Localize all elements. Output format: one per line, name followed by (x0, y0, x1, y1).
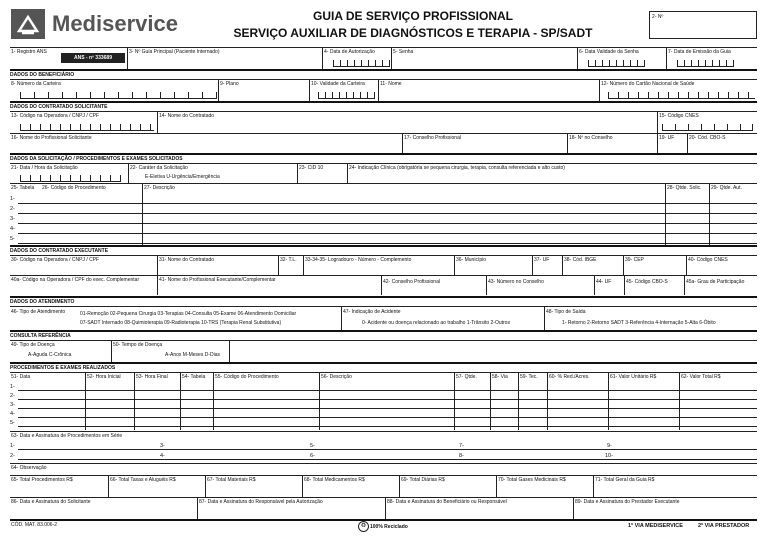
field-70-label: 70- Total Gases Medicinais R$ (498, 477, 566, 483)
field-7-label: 7- Data de Emissão da Guia (668, 49, 731, 55)
section-referencia: CONSULTA REFERÊNCIA (10, 333, 71, 339)
field-16-label: 16- Nome do Profissional Solicitante (11, 135, 92, 141)
field-36-label: 36- Município (456, 257, 487, 263)
series-7: 7- (459, 443, 464, 449)
recycled-label: 100% Reciclado (370, 524, 408, 530)
field-86-label: 86- Data e Assinatura do Solicitante (11, 499, 91, 505)
request-row-5: 5- (10, 236, 15, 242)
performed-row-2: 2- (10, 393, 15, 399)
field-37-label: 37- UF (534, 257, 550, 263)
field-6-boxes[interactable] (588, 60, 644, 67)
via-2-label: 2ª VIA PRESTADOR (698, 523, 750, 529)
form-title-line1: GUIA DE SERVIÇO PROFISSIONAL (312, 9, 514, 23)
field-87-label: 87- Data e Assinatura do Responsável pela Autorização (199, 499, 323, 505)
field-64-label: 64- Observação (11, 465, 47, 471)
recycle-icon: ♻ (358, 521, 369, 532)
field-41-label: 41- Nome do Profissional Executante/Complementar (159, 277, 276, 283)
field-8-label: 8- Número da Carteira (11, 81, 61, 87)
field-59-label: 59- Tec. (520, 374, 538, 380)
field-12-boxes[interactable] (608, 92, 755, 99)
series-6: 6- (310, 453, 315, 459)
field-66-label: 66- Total Taxas e Aluguéis R$ (110, 477, 176, 483)
series-4: 4- (160, 453, 165, 459)
via-1-label: 1ª VIA MEDISERVICE (628, 523, 683, 529)
field-45a-label: 45a- Grau de Participação (686, 279, 745, 285)
field-71-label: 71- Total Geral da Guia R$ (595, 477, 655, 483)
field-1-label: 1- Registro ANS (11, 49, 47, 55)
section-executante: DADOS DO CONTRATADO EXECUTANTE (10, 248, 109, 254)
field-10-label: 10- Validade da Carteira (311, 81, 365, 87)
field-20-label: 20- Cód. CBO-S (689, 135, 726, 141)
field-27-label: 27- Descrição (144, 185, 175, 191)
request-row-3: 3- (10, 216, 15, 222)
field-50-label: 50- Tempo de Doença (113, 342, 163, 348)
field-11-label: 11- Nome (380, 81, 402, 87)
field-9-label: 9- Plano (220, 81, 239, 87)
field-28-label: 28- Qtde. Solic. (667, 185, 702, 191)
field-61-label: 61- Valor Unitário R$ (610, 374, 657, 380)
field-46-options-1[interactable]: 01-Remoção 02-Pequena Cirurgia 03-Terapias 04-Consulta 05-Exame 06-Atendimento Domiciliar (80, 311, 297, 317)
field-45-label: 45- Código CBO-S (626, 279, 668, 285)
request-row-1: 1- (10, 196, 15, 202)
field-19-label: 19- UF (659, 135, 675, 141)
field-31-label: 31- Nome do Contratado (159, 257, 215, 263)
field-21-label: 21- Data / Hora da Solicitação (11, 165, 78, 171)
field-60-label: 60- % Red./Acres. (549, 374, 590, 380)
field-44-label: 44- UF (596, 279, 612, 285)
field-3-label: 3- Nº Guia Principal (Paciente Internado) (129, 49, 220, 55)
form-code: CÓD. MAT. 83.006-2 (11, 522, 58, 528)
field-4-boxes[interactable] (333, 60, 389, 67)
field-7-boxes[interactable] (677, 60, 733, 67)
series-3: 3- (160, 443, 165, 449)
field-30-label: 30- Código na Operadora / CNPJ / CPF (11, 257, 100, 263)
performed-row-4: 4- (10, 411, 15, 417)
field-18-label: 18- Nº no Conselho (569, 135, 613, 141)
series-10: 10- (605, 453, 613, 459)
brand-name: Mediservice (52, 11, 178, 36)
field-47-label: 47- Indicação de Acidente (343, 309, 401, 315)
field-22-options[interactable]: E-Eletiva U-Urgência/Emergência (145, 174, 220, 180)
field-6-label: 6- Data Validade da Senha (579, 49, 639, 55)
ans-badge: ANS - nº 333689 (61, 53, 125, 63)
field-25-label: 25- Tabela (11, 185, 35, 191)
field-43-label: 43- Número no Conselho (488, 279, 544, 285)
field-46-label: 46- Tipo de Atendimento (11, 309, 66, 315)
field-13-boxes[interactable] (20, 124, 154, 131)
section-beneficiario: DADOS DO BENEFICIÁRIO (10, 72, 75, 78)
field-67-label: 67- Total Materiais R$ (207, 477, 256, 483)
field-50-options[interactable]: A-Anos M-Meses D-Dias (165, 352, 221, 358)
performed-row-3: 3- (10, 402, 15, 408)
field-51-label: 51- Data (11, 374, 31, 380)
field-47-options[interactable]: 0- Acidente ou doença relacionado ao trabalho 1-Trânsito 2-Outros (362, 320, 510, 326)
field-54-label: 54- Tabela (182, 374, 206, 380)
series-8: 8- (459, 453, 464, 459)
field-57-label: 57- Qtde. (456, 374, 477, 380)
field-24-label: 24- Indicação Clínica (obrigatória se pequena cirurgia, terapia, consulta referenciada e alto custo) (349, 165, 565, 171)
field-65-label: 65- Total Procedimentos R$ (11, 477, 73, 483)
field-49-options[interactable]: A-Aguda C-Crônica (28, 352, 72, 358)
field-5-label: 5- Senha (393, 49, 414, 55)
section-atendimento: DADOS DO ATENDIMENTO (10, 299, 75, 305)
field-10-boxes[interactable] (318, 92, 374, 99)
guide-number-label: 2- Nº (652, 14, 664, 20)
field-89-label: 89- Data e Assinatura do Prestador Executante (575, 499, 680, 505)
field-15-label: 15- Código CNES (659, 113, 699, 119)
field-55-label: 55- Código do Procedimento (215, 374, 279, 380)
field-58-label: 58- Via (492, 374, 508, 380)
field-42-label: 42- Conselho Profissional (383, 279, 440, 285)
section-solicitacao: DADOS DA SOLICITAÇÃO / PROCEDIMENTOS E EXAMES SOLICITADOS (10, 156, 183, 162)
field-68-label: 68- Total Medicamentos R$ (304, 477, 365, 483)
performed-row-5: 5- (10, 420, 15, 426)
section-solicitante: DADOS DO CONTRATADO SOLICITANTE (10, 104, 108, 110)
field-63-label: 63- Data e Assinatura de Procedimentos em Série (11, 433, 123, 439)
field-22-label: 22- Caráter da Solicitação (130, 165, 188, 171)
field-21-boxes[interactable] (20, 175, 120, 182)
field-69-label: 69- Total Diárias R$ (401, 477, 445, 483)
field-23-label: 23- CID 10 (299, 165, 324, 171)
field-38-label: 38- Cód. IBGE (564, 257, 597, 263)
request-row-4: 4- (10, 226, 15, 232)
field-12-label: 12- Número do Cartão Nacional de Saúde (601, 81, 695, 87)
field-48-label: 48- Tipo de Saída (546, 309, 586, 315)
series-9: 9- (607, 443, 612, 449)
field-56-label: 56- Descrição (321, 374, 352, 380)
field-32-label: 32- T.L. (280, 257, 297, 263)
field-26-label: 26- Código do Procedimento (42, 185, 106, 191)
form-title-line2: SERVIÇO AUXILIAR DE DIAGNÓSTICOS E TERAPIA - SP/SADT (233, 26, 593, 40)
field-13-label: 13- Código na Operadora / CNPJ / CPF (11, 113, 100, 119)
field-4-label: 4- Data de Autorização (324, 49, 375, 55)
performed-row-1: 1- (10, 384, 15, 390)
field-46-options-2[interactable]: 07-SADT Internado 08-Quimioterapia 09-Radioterapia 10-TRS (Terapia Renal Substitutiva) (80, 320, 282, 326)
guide-number-box[interactable] (649, 11, 757, 39)
section-realizados: PROCEDIMENTOS E EXAMES REALIZADOS (10, 365, 116, 371)
field-40a-label: 40a- Código na Operadora / CPF do exec. Complementar (11, 277, 140, 283)
logo-icon (11, 9, 45, 39)
brand-logo (11, 9, 45, 39)
field-15-boxes[interactable] (662, 124, 752, 131)
field-39-label: 39- CEP (625, 257, 644, 263)
field-49-label: 49- Tipo de Doença (11, 342, 55, 348)
field-29-label: 29- Qtde. Aut. (711, 185, 742, 191)
field-17-label: 17- Conselho Profissional (404, 135, 461, 141)
field-48-options[interactable]: 1- Retorno 2-Retorno SADT 3-Referência 4-Internação 5-Alta 6-Óbito (562, 320, 716, 326)
series-2: 2- (10, 453, 15, 459)
field-53-label: 53- Hora Final (136, 374, 168, 380)
series-5: 5- (310, 443, 315, 449)
series-1: 1- (10, 443, 15, 449)
field-88-label: 88- Data e Assinatura do Beneficiário ou Responsável (387, 499, 507, 505)
field-62-label: 62- Valor Total R$ (681, 374, 721, 380)
field-40-label: 40- Código CNES (688, 257, 728, 263)
field-8-boxes[interactable] (20, 92, 216, 99)
field-14-label: 14- Nome do Contratado (159, 113, 215, 119)
field-33-label: 33-34-35- Logradouro - Número - Complemento (305, 257, 412, 263)
request-row-2: 2- (10, 206, 15, 212)
field-52-label: 52- Hora Inicial (87, 374, 121, 380)
